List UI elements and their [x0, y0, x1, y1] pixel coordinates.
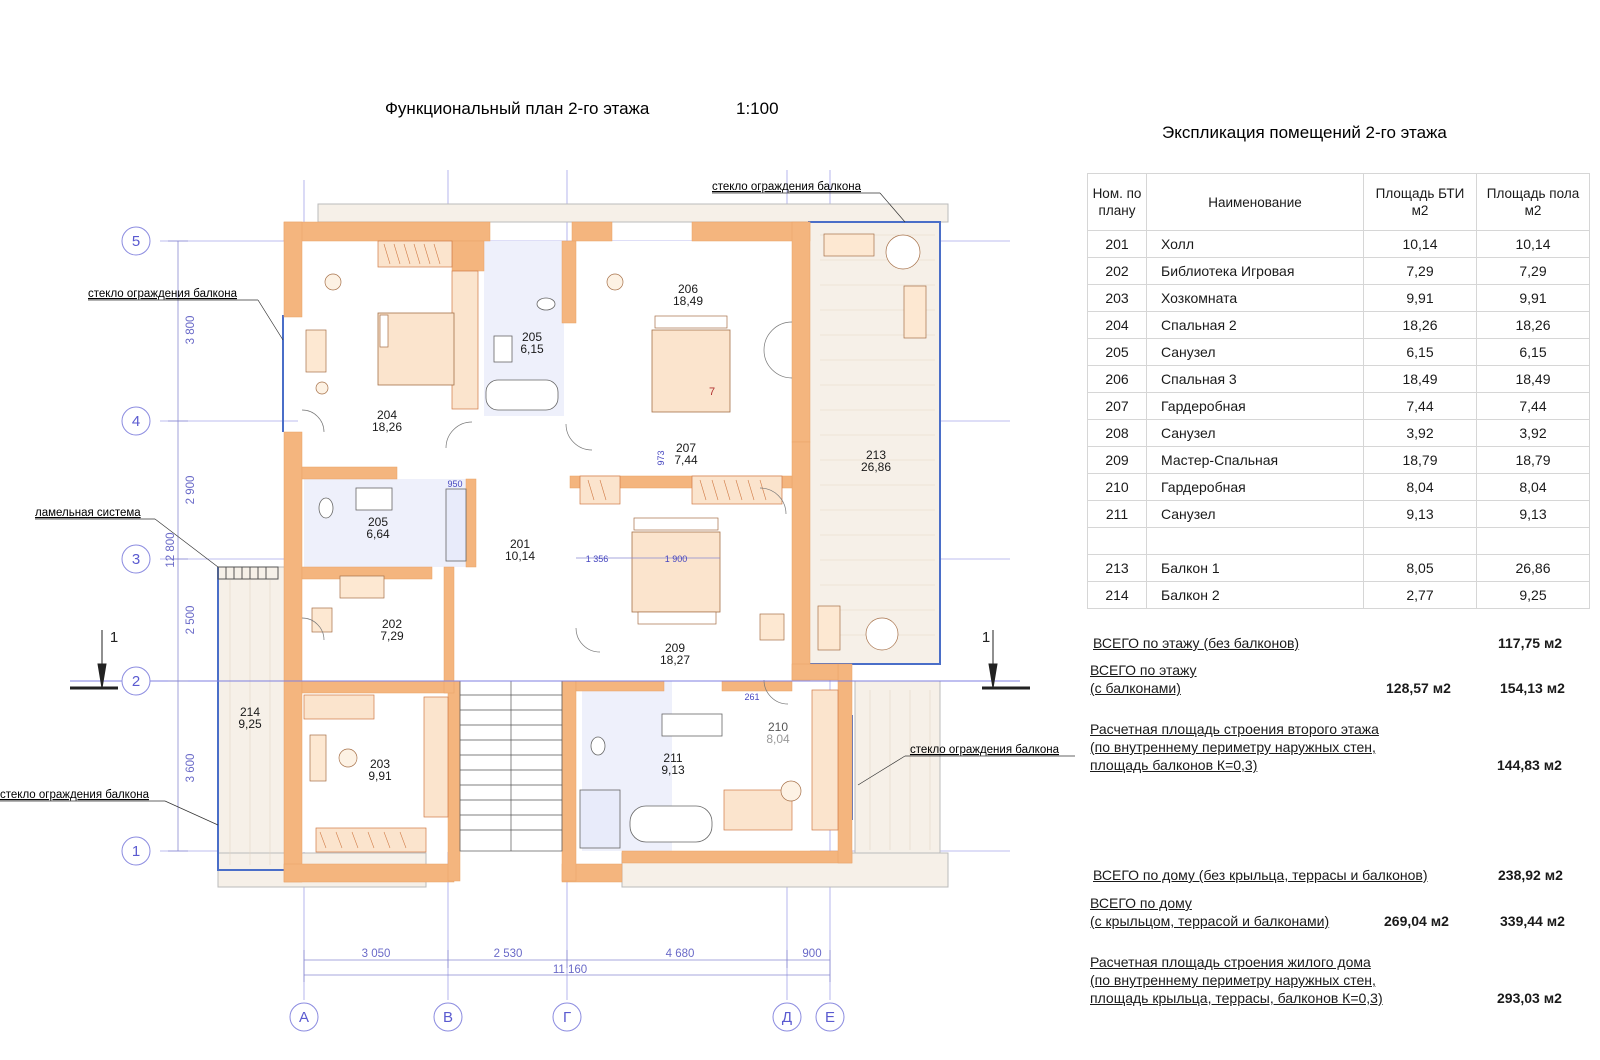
table-row: [1088, 474, 1590, 501]
cell-num: 201: [1088, 231, 1147, 258]
cell-floor: 8,04: [1477, 474, 1590, 501]
summary-floor-no-balconies: [1093, 634, 1573, 652]
calc-floor-value: 144,83 м2: [1497, 757, 1562, 773]
cell-num: [1088, 528, 1147, 555]
cell-name: Балкон 2: [1147, 582, 1364, 609]
room-area-203: 9,91: [368, 769, 392, 783]
calc-floor-line2: (по внутреннему периметру наружных стен,: [1090, 739, 1376, 755]
room-number-203: 203: [369, 757, 391, 771]
axis-row-4: 4: [131, 413, 141, 430]
cell-floor: 26,86: [1477, 555, 1590, 582]
header-area-bti: Площадь БТИ м2: [1364, 174, 1477, 231]
calc-house-line1: Расчетная площадь строения жилого дома: [1090, 954, 1371, 970]
house-with-floor: 339,44 м2: [1500, 913, 1565, 929]
axis-col-5: Е: [824, 1009, 836, 1026]
cell-floor: 9,91: [1477, 285, 1590, 312]
room-number-206: 206: [677, 282, 699, 296]
cell-bti: [1364, 528, 1477, 555]
axis-row-3: 3: [131, 551, 141, 568]
cell-num: 211: [1088, 501, 1147, 528]
table-row: [1088, 420, 1590, 447]
axis-col-2: В: [442, 1009, 454, 1026]
room-number-210: 210: [767, 720, 789, 734]
house-with-bti: 269,04 м2: [1384, 913, 1449, 929]
rooms-explication-table: [1087, 173, 1590, 609]
dim-4680: 4 680: [665, 948, 695, 960]
room-number-205: 205: [521, 330, 543, 344]
axis-col-3: Г: [562, 1009, 572, 1026]
table-row: [1088, 393, 1590, 420]
table-row: [1088, 285, 1590, 312]
cell-bti: 8,05: [1364, 555, 1477, 582]
room-area-211: 9,13: [661, 763, 685, 777]
summary-calc-house: [1090, 953, 1570, 1009]
cell-name: [1147, 528, 1364, 555]
house-with-line2: (с крыльцом, террасой и балконами): [1090, 913, 1330, 929]
room-number-207: 207: [675, 441, 697, 455]
dim-7: 7: [708, 386, 716, 398]
calc-house-line2: (по внутреннему периметру наружных стен,: [1090, 972, 1376, 988]
summary-label: ВСЕГО по этажу (без балконов): [1093, 635, 1300, 651]
cell-num: 202: [1088, 258, 1147, 285]
axis-row-2: 2: [131, 673, 141, 690]
summary-label-line2: (с балконами): [1090, 680, 1181, 696]
room-number-213: 213: [865, 448, 887, 462]
cell-bti: 2,77: [1364, 582, 1477, 609]
plan-scale: 1:100: [736, 99, 779, 118]
note-glass-left: стекло ограждения балкона: [88, 288, 237, 300]
dim-3800: 3 800: [185, 315, 197, 345]
dim-3050: 3 050: [361, 948, 391, 960]
axis-col-4: Д: [781, 1009, 793, 1026]
dim-3600: 3 600: [185, 753, 197, 783]
cell-bti: 3,92: [1364, 420, 1477, 447]
room-number-211: 211: [663, 751, 683, 765]
dim-1356: 1 356: [585, 554, 609, 564]
axis-col-1: А: [298, 1009, 310, 1026]
room-number-204: 204: [376, 408, 398, 422]
cell-floor: 3,92: [1477, 420, 1590, 447]
header-name: Наименование: [1147, 174, 1364, 231]
axis-row-1: 1: [131, 843, 141, 860]
room-area-206: 18,49: [672, 294, 704, 308]
table-row: [1088, 231, 1590, 258]
note-glass-top: стекло ограждения балкона: [712, 181, 861, 193]
cell-bti: 6,15: [1364, 339, 1477, 366]
cell-name: Санузел: [1147, 339, 1364, 366]
room-number-201: 201: [509, 537, 531, 551]
dim-11160: 11 160: [552, 964, 588, 976]
cell-num: 214: [1088, 582, 1147, 609]
cell-name: Спальная 2: [1147, 312, 1364, 339]
room-number-214: 214: [239, 705, 261, 719]
cell-bti: 7,29: [1364, 258, 1477, 285]
cell-name: Спальная 3: [1147, 366, 1364, 393]
room-area-210: 8,04: [766, 732, 790, 746]
calc-house-value: 293,03 м2: [1497, 990, 1562, 1006]
cell-floor: 7,29: [1477, 258, 1590, 285]
room-area-202: 7,29: [380, 629, 404, 643]
room-area-209: 18,27: [659, 653, 691, 667]
summary-floor-value: 154,13 м2: [1500, 680, 1565, 696]
summary-bti-value: 128,57 м2: [1386, 680, 1451, 696]
dim-900: 900: [802, 948, 822, 960]
cell-bti: 9,91: [1364, 285, 1477, 312]
calc-house-line3: площадь крыльца, террасы, балконов К=0,3): [1090, 990, 1383, 1006]
cell-num: 205: [1088, 339, 1147, 366]
cell-bti: 18,79: [1364, 447, 1477, 474]
cell-name: Гардеробная: [1147, 393, 1364, 420]
dim-973: 973: [656, 450, 666, 466]
cell-name: Гардеробная: [1147, 474, 1364, 501]
cell-bti: 18,49: [1364, 366, 1477, 393]
cell-name: Мастер-Спальная: [1147, 447, 1364, 474]
balcony-right: [855, 681, 940, 853]
cell-num: 207: [1088, 393, 1147, 420]
room-area-214: 9,25: [238, 717, 262, 731]
cell-floor: 6,15: [1477, 339, 1590, 366]
plan-title: Функциональный план 2-го этажа: [385, 99, 650, 118]
table-row: [1088, 258, 1590, 285]
table-row: [1088, 528, 1590, 555]
rooms-table-body: [1088, 231, 1590, 609]
note-lamel: ламельная система: [35, 507, 141, 519]
table-row: [1088, 447, 1590, 474]
dim-1900: 1 900: [664, 554, 688, 564]
cell-bti: 18,26: [1364, 312, 1477, 339]
cell-name: Хозкомната: [1147, 285, 1364, 312]
dim-2500: 2 500: [185, 605, 197, 635]
table-title: Экспликация помещений 2-го этажа: [1162, 123, 1447, 142]
room-number-202: 202: [381, 617, 403, 631]
room-area-201: 10,14: [504, 549, 536, 563]
cell-bti: 9,13: [1364, 501, 1477, 528]
cell-floor: 9,13: [1477, 501, 1590, 528]
room-number-209: 209: [664, 641, 686, 655]
summary-calc-floor: [1090, 720, 1570, 776]
dim-2900: 2 900: [185, 475, 197, 505]
axis-row-5: 5: [131, 233, 141, 250]
cell-floor: 10,14: [1477, 231, 1590, 258]
table-row: [1088, 582, 1590, 609]
summary-label-line1: ВСЕГО по этажу: [1090, 662, 1197, 678]
table-row: [1088, 339, 1590, 366]
summary-house-no-extras: [1093, 866, 1573, 884]
cell-bti: 8,04: [1364, 474, 1477, 501]
cell-name: Санузел: [1147, 501, 1364, 528]
cell-name: Холл: [1147, 231, 1364, 258]
cell-bti: 10,14: [1364, 231, 1477, 258]
room-area-207: 7,44: [674, 453, 698, 467]
house-no-value: 238,92 м2: [1498, 867, 1563, 883]
summary-house-with-extras: [1090, 894, 1570, 934]
room-area-205: 6,64: [366, 527, 390, 541]
calc-floor-line1: Расчетная площадь строения второго этажа: [1090, 721, 1379, 737]
dim-261: 261: [744, 692, 760, 702]
cell-num: 210: [1088, 474, 1147, 501]
cell-num: 206: [1088, 366, 1147, 393]
cell-floor: 18,49: [1477, 366, 1590, 393]
calc-floor-line3: площадь балконов К=0,3): [1090, 757, 1258, 773]
summary-floor-with-balconies: [1090, 661, 1570, 701]
cell-floor: 7,44: [1477, 393, 1590, 420]
cell-num: 204: [1088, 312, 1147, 339]
section-mark: 1: [981, 629, 991, 646]
table-row: [1088, 555, 1590, 582]
table-row: [1088, 501, 1590, 528]
room-area-204: 18,26: [371, 420, 403, 434]
room-area-213: 26,86: [860, 460, 892, 474]
cell-num: 209: [1088, 447, 1147, 474]
note-glass-bottom-left: стекло ограждения балкона: [0, 789, 149, 801]
table-header-row: [1088, 174, 1590, 231]
cell-floor: [1477, 528, 1590, 555]
header-area-floor: Площадь пола м2: [1477, 174, 1590, 231]
cell-floor: 9,25: [1477, 582, 1590, 609]
room-area-205: 6,15: [520, 342, 544, 356]
house-with-line1: ВСЕГО по дому: [1090, 895, 1192, 911]
cell-num: 213: [1088, 555, 1147, 582]
cell-num: 203: [1088, 285, 1147, 312]
cell-name: Балкон 1: [1147, 555, 1364, 582]
header-num: Ном. по плану: [1088, 174, 1147, 231]
cell-floor: 18,26: [1477, 312, 1590, 339]
section-mark: 1: [109, 629, 119, 646]
cell-name: Библиотека Игровая: [1147, 258, 1364, 285]
summary-value: 117,75 м2: [1498, 635, 1563, 651]
cell-bti: 7,44: [1364, 393, 1477, 420]
cell-num: 208: [1088, 420, 1147, 447]
note-glass-right: стекло ограждения балкона: [910, 744, 1059, 756]
cell-name: Санузел: [1147, 420, 1364, 447]
dim-950: 950: [447, 479, 463, 489]
house-no-label: ВСЕГО по дому (без крыльца, террасы и балконов): [1093, 867, 1428, 883]
table-row: [1088, 312, 1590, 339]
cell-floor: 18,79: [1477, 447, 1590, 474]
room-number-205: 205: [367, 515, 389, 529]
dim-2530: 2 530: [493, 948, 523, 960]
table-row: [1088, 366, 1590, 393]
balcony-top-strip: [318, 204, 948, 222]
dim-12800: 12 800: [165, 532, 177, 568]
